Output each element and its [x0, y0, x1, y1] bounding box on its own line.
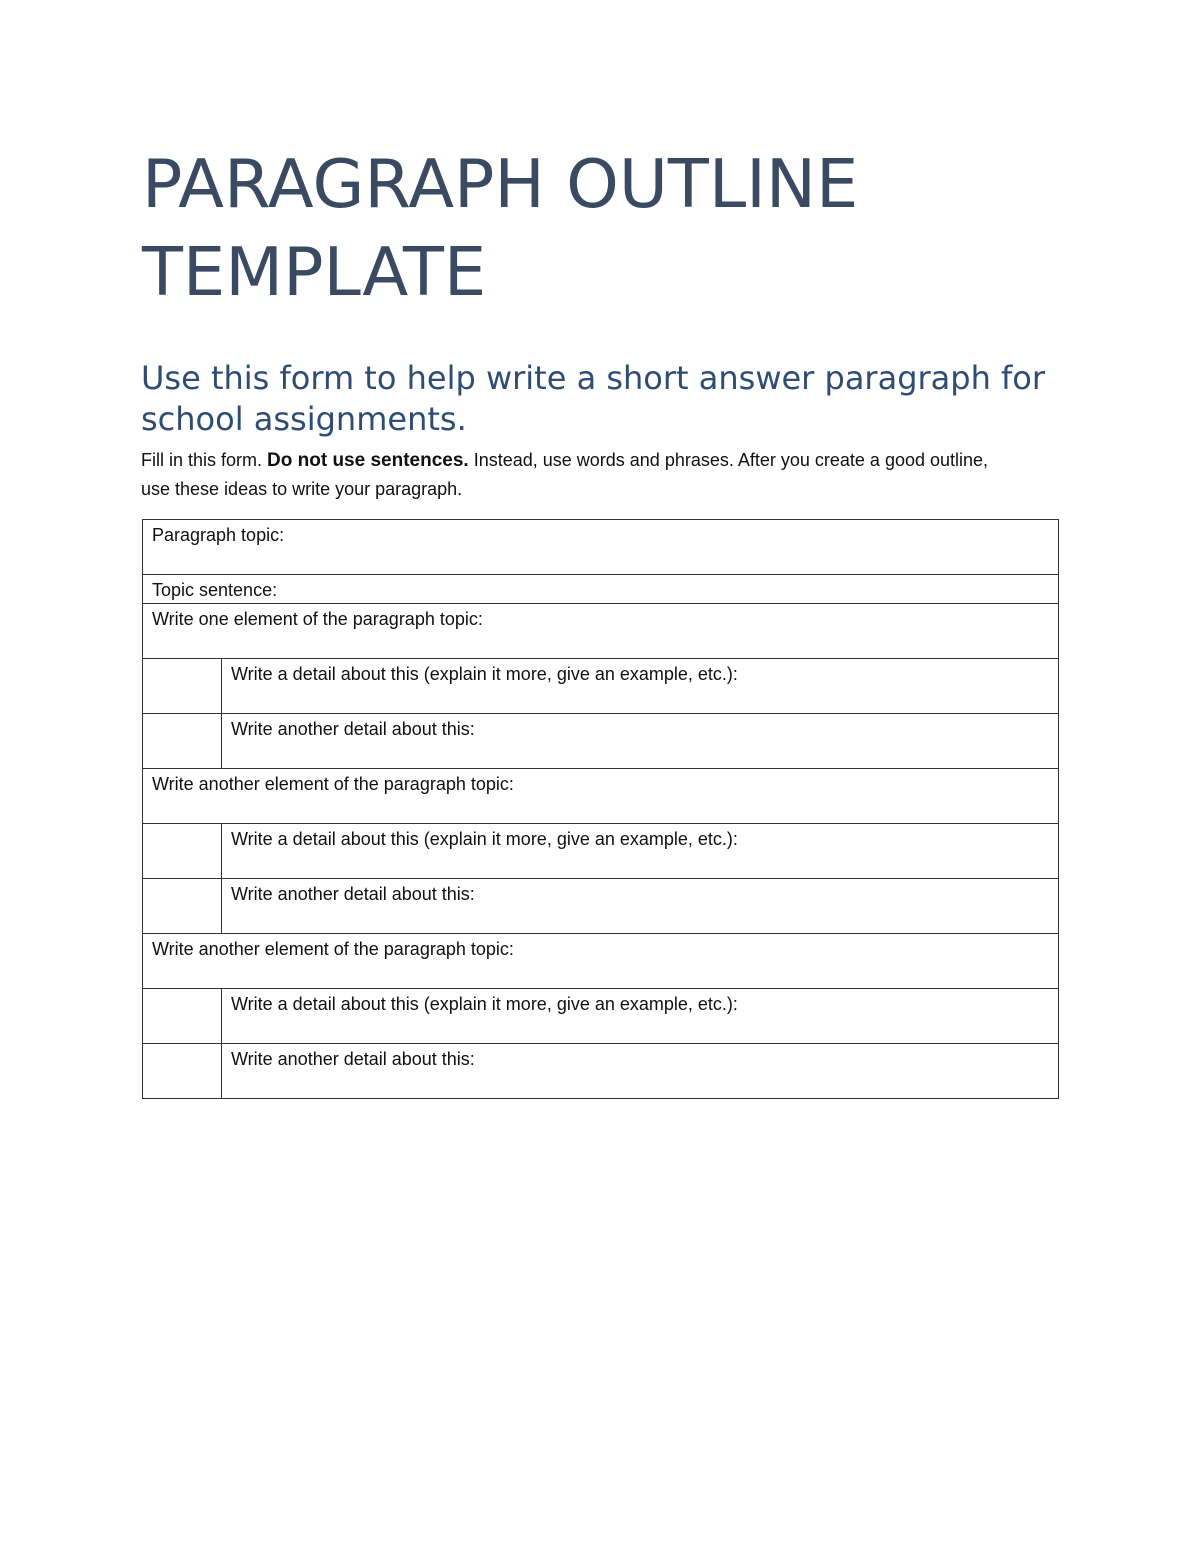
topic-sentence-field[interactable]: Topic sentence:: [143, 575, 1059, 604]
element-1-detail-1-field[interactable]: Write a detail about this (explain it more, give an example, etc.):: [222, 659, 1059, 714]
element-1-field[interactable]: Write one element of the paragraph topic:: [143, 604, 1059, 659]
table-row-topic-sentence: [143, 575, 1059, 604]
table-row-element-3-detail-2: [143, 1044, 1059, 1099]
element-2-field[interactable]: Write another element of the paragraph topic:: [143, 769, 1059, 824]
element-3-field[interactable]: Write another element of the paragraph topic:: [143, 934, 1059, 989]
element-2-detail-2-field[interactable]: Write another detail about this:: [222, 879, 1059, 934]
table-row-element-1-detail-1: [143, 659, 1059, 714]
table-row-element-2-detail-1: [143, 824, 1059, 879]
table-row-element-2-detail-2: [143, 879, 1059, 934]
table-row-element-3-detail-1: [143, 989, 1059, 1044]
table-row-element-1: [143, 604, 1059, 659]
outline-table: [142, 519, 1059, 1099]
table-row-paragraph-topic: [143, 520, 1059, 575]
indent-cell: [143, 714, 222, 769]
indent-cell: [143, 824, 222, 879]
paragraph-topic-field[interactable]: Paragraph topic:: [143, 520, 1059, 575]
indent-cell: [143, 659, 222, 714]
instructions-text: [141, 446, 1021, 504]
instructions-emphasis: Do not use sentences.: [267, 450, 469, 471]
indent-cell: [143, 879, 222, 934]
page-title: PARAGRAPH OUTLINE TEMPLATE: [142, 145, 859, 311]
instructions-lead: Fill in this form.: [141, 450, 268, 470]
table-row-element-1-detail-2: [143, 714, 1059, 769]
instructions-rest: Instead, use words and phrases. After you create a good outline, use these ideas to write your paragraph.: [141, 450, 989, 499]
element-1-detail-2-field[interactable]: Write another detail about this:: [222, 714, 1059, 769]
element-3-detail-2-field[interactable]: Write another detail about this:: [222, 1044, 1059, 1099]
indent-cell: [143, 989, 222, 1044]
indent-cell: [143, 1044, 222, 1099]
table-row-element-2: [143, 769, 1059, 824]
element-2-detail-1-field[interactable]: Write a detail about this (explain it more, give an example, etc.):: [222, 824, 1059, 879]
element-3-detail-1-field[interactable]: Write a detail about this (explain it more, give an example, etc.):: [222, 989, 1059, 1044]
table-row-element-3: [143, 934, 1059, 989]
page-subtitle: Use this form to help write a short answer paragraph for school assignments.: [141, 359, 1046, 438]
